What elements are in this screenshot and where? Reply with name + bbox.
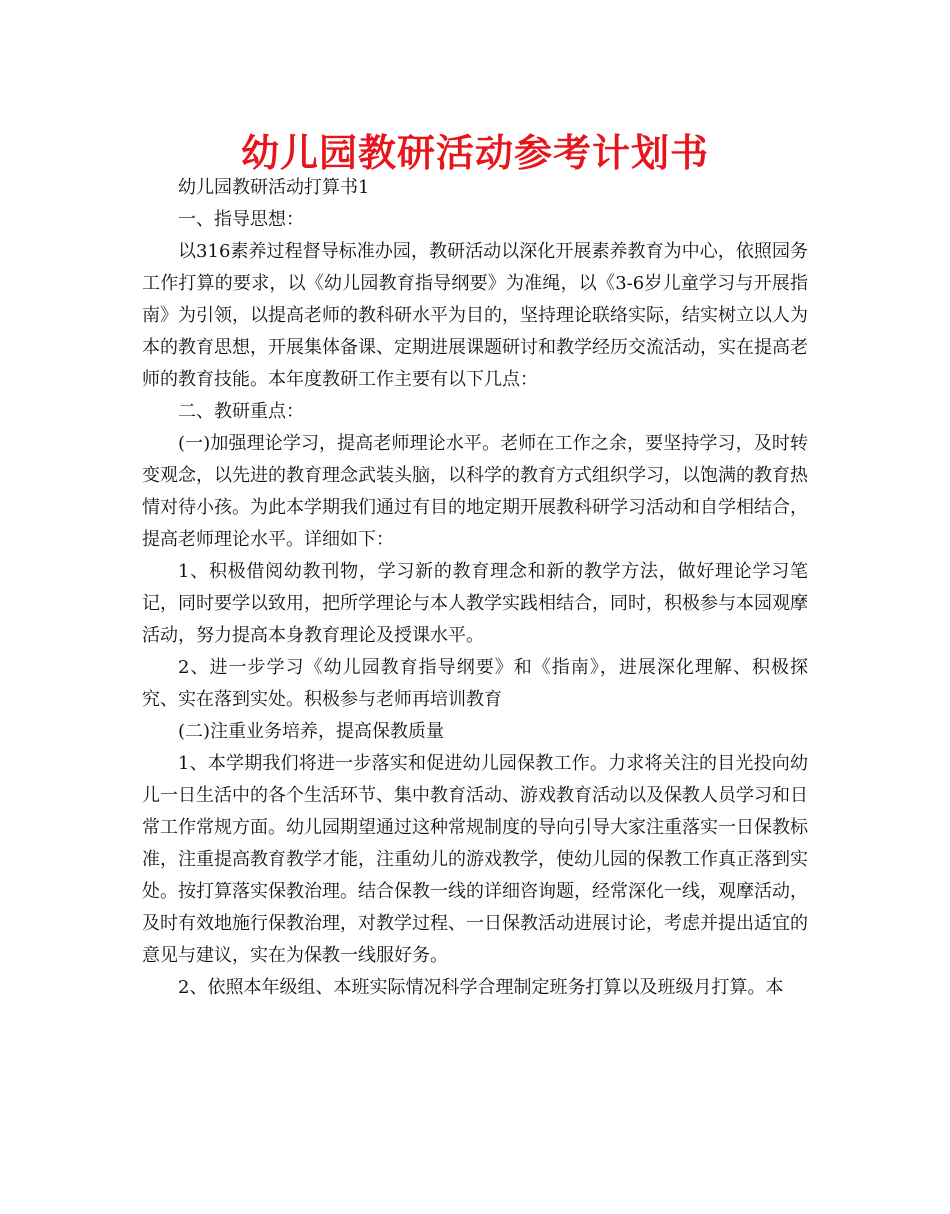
paragraph-heading-guiding-thought: 一、指导思想：	[178, 209, 304, 230]
paragraph-subtitle: 幼儿园教研活动打算书1	[178, 177, 370, 198]
paragraph-heading-research-focus: 二、教研重点：	[178, 401, 304, 422]
paragraph-item-2-guidelines: 2、进一步学习《幼儿园教育指导纲要》和《指南》，进展深化理解、积极探究、实在落到实处。积极参与老师再培训教育	[142, 657, 808, 710]
paragraph-theory-study: (一)加强理论学习，提高老师理论水平。老师在工作之余，要坚持学习，及时转变观念，以先进的教育理念武装头脑，以科学的教育方式组织学习，以饱满的教育热情对待小孩。为此本学期我们通过有目的地定期开展教科研学习活动和自学相结合，提高老师理论水平。详细如下：	[142, 433, 808, 550]
document-title: 幼儿园教研活动参考计划书	[240, 131, 709, 175]
paragraph-item-2-class-plan: 2、依照本年级组、本班实际情况科学合理制定班务打算以及班级月打算。本	[178, 977, 784, 998]
paragraph-guiding-thought: 以316素养过程督导标准办园，教研活动以深化开展素养教育为中心，依照园务工作打算的要求，以《幼儿园教育指导纲要》为准绳，以《3-6岁儿童学习与开展指南》为引领，以提高老师的教科研水平为目的，坚持理论联络实际，结实树立以人为本的教育思想，开展集体备课、定期进展课题研讨和教学经历交流活动，实在提高老师的教育技能。本年度教研工作主要有以下几点：	[142, 241, 808, 390]
document-body	[142, 172, 808, 1004]
paragraph-item-1-care-education: 1、本学期我们将进一步落实和促进幼儿园保教工作。力求将关注的目光投向幼儿一日生活中的各个生活环节、集中教育活动、游戏教育活动以及保教人员学习和日常工作常规方面。幼儿园期望通过这种常规制度的导向引导大家注重落实一日保教标准，注重提高教育教学才能，注重幼儿的游戏教学，使幼儿园的保教工作真正落到实处。按打算落实保教治理。结合保教一线的详细咨询题，经常深化一线，观摩活动，及时有效地施行保教治理，对教学过程、一日保教活动进展讨论，考虑并提出适宜的意见与建议，实在为保教一线服好务。	[142, 753, 808, 966]
paragraph-heading-professional-training: (二)注重业务培养，提高保教质量	[178, 721, 445, 742]
paragraph-item-1-reading: 1、积极借阅幼教刊物，学习新的教育理念和新的教学方法，做好理论学习笔记，同时要学以致用，把所学理论与本人教学实践相结合，同时，积极参与本园观摩活动，努力提高本身教育理论及授课水平。	[142, 561, 808, 646]
